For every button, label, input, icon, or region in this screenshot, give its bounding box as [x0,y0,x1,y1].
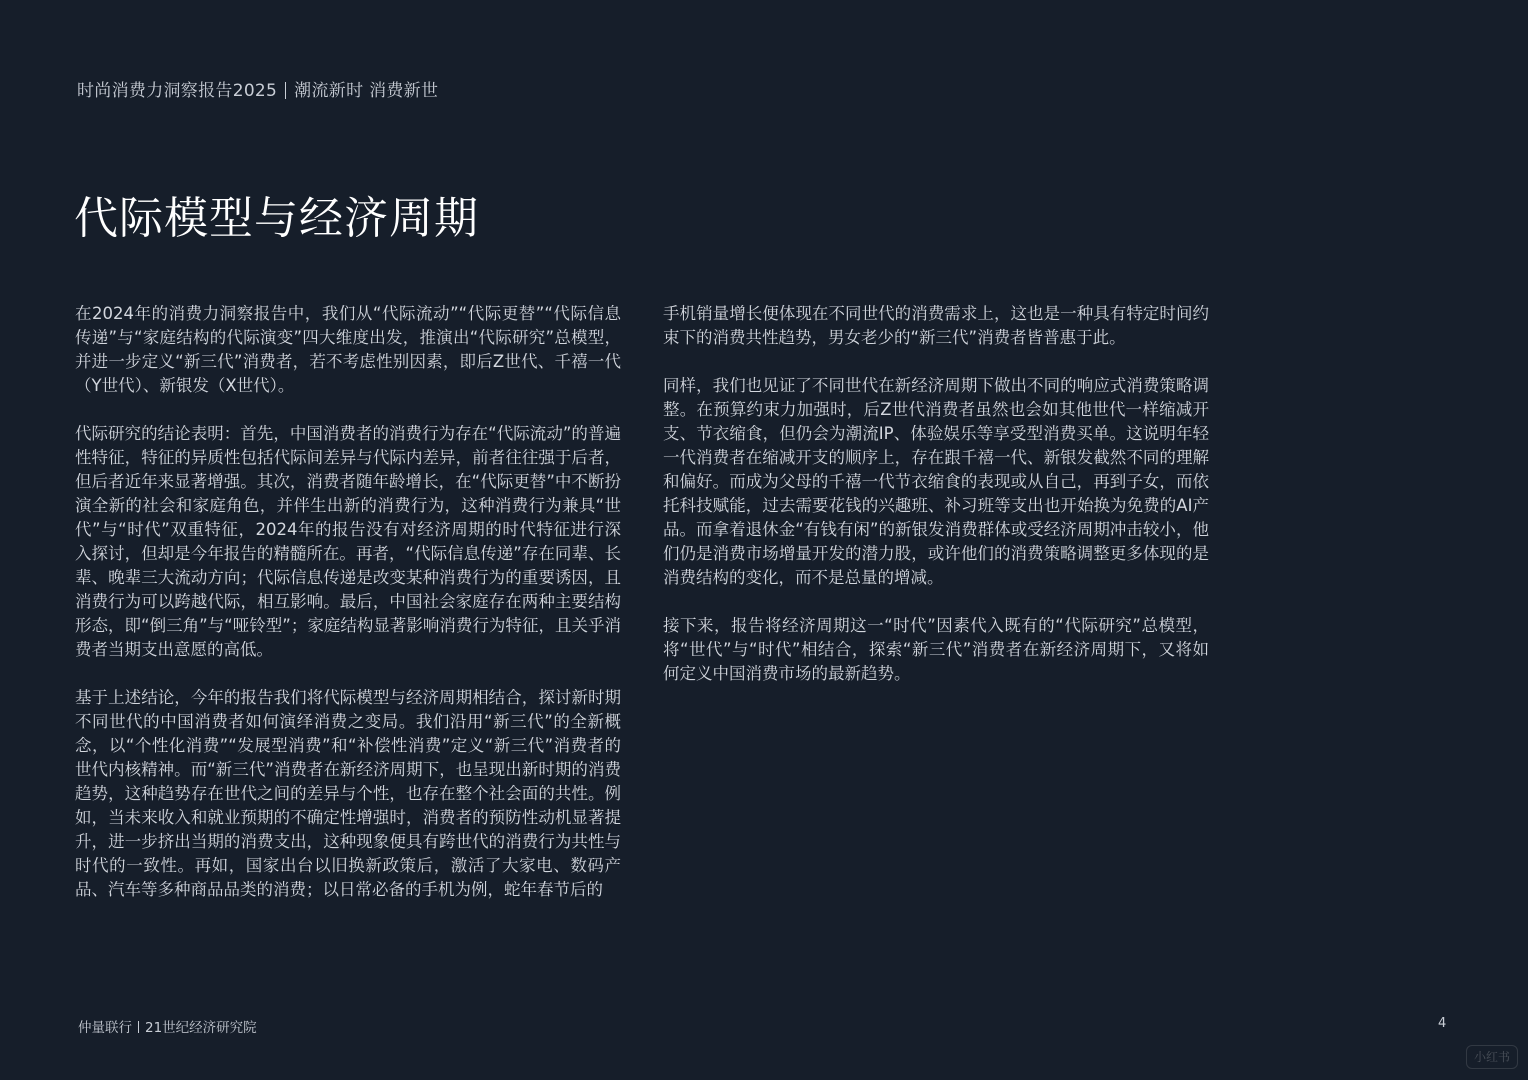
report-subtitle: 潮流新时 消费新世 [294,81,439,101]
right-text-column [663,302,1209,710]
paragraph: 在2024年的消费力洞察报告中，我们从“代际流动”“代际更替”“代际信息传递”与“家庭结构的代际演变”四大维度出发，推演出“代际研究”总模型，并进一步定义“新三代”消费者，若不考虑性别因素，即后Z世代、千禧一代（Y世代）、新银发（X世代）。 [75,304,621,395]
footer-org-1: 仲量联行 [78,1020,132,1036]
report-header [77,76,438,101]
footer-org-2: 21世纪经济研究院 [145,1020,257,1036]
paragraph: 手机销量增长便体现在不同世代的消费需求上，这也是一种具有特定时间约束下的消费共性趋势，男女老少的“新三代”消费者皆普惠于此。 [663,304,1209,347]
paragraph: 同样，我们也见证了不同世代在新经济周期下做出不同的响应式消费策略调整。在预算约束力加强时，后Z世代消费者虽然也会如其他世代一样缩减开支、节衣缩食，但仍会为潮流IP、体验娱乐等享受型消费买单。这说明年轻一代消费者在缩减开支的顺序上，存在跟千禧一代、新银发截然不同的理解和偏好。而成为父母的千禧一代节衣缩食的表现或从自己，再到子女，而依托科技赋能，过去需要花钱的兴趣班、补习班等支出也开始换为免费的AI产品。而拿着退休金“有钱有闲”的新银发消费群体或受经济周期冲击较小，他们仍是消费市场增量开发的潜力股，或许他们的消费策略调整更多体现的是消费结构的变化，而不是总量的增减。 [663,376,1209,587]
paragraph: 基于上述结论，今年的报告我们将代际模型与经济周期相结合，探讨新时期不同世代的中国消费者如何演绎消费之变局。我们沿用“新三代”的全新概念，以“个性化消费”“发展型消费”和“补偿性消费”定义“新三代”消费者的世代内核精神。而“新三代”消费者在新经济周期下，也呈现出新时期的消费趋势，这种趋势存在世代之间的差异与个性，也存在整个社会面的共性。例如，当未来收入和就业预期的不确定性增强时，消费者的预防性动机显著提升，进一步挤出当期的消费支出，这种现象便具有跨世代的消费行为共性与时代的一致性。再如，国家出台以旧换新政策后，激活了大家电、数码产品、汽车等多种商品品类的消费；以日常必备的手机为例，蛇年春节后的 [75,688,621,899]
watermark-logo: 小红书 [1466,1045,1518,1069]
page-number: 4 [1438,1016,1447,1031]
left-text-column [75,302,621,926]
paragraph: 接下来，报告将经济周期这一“时代”因素代入既有的“代际研究”总模型，将“世代”与“时代”相结合，探索“新三代”消费者在新经济周期下，又将如何定义中国消费市场的最新趋势。 [663,616,1209,683]
header-divider [285,82,286,99]
page-title: 代际模型与经济周期 [74,193,479,244]
footer-credits [78,1016,257,1036]
footer-divider [138,1021,139,1033]
paragraph: 代际研究的结论表明：首先，中国消费者的消费行为存在“代际流动”的普遍性特征，特征的异质性包括代际间差异与代际内差异，前者往往强于后者，但后者近年来显著增强。其次，消费者随年龄增长，在“代际更替”中不断扮演全新的社会和家庭角色，并伴生出新的消费行为，这种消费行为兼具“世代”与“时代”双重特征，2024年的报告没有对经济周期的时代特征进行深入探讨，但却是今年报告的精髓所在。再者，“代际信息传递”存在同辈、长辈、晚辈三大流动方向；代际信息传递是改变某种消费行为的重要诱因，且消费行为可以跨越代际，相互影响。最后，中国社会家庭存在两种主要结构形态，即“倒三角”与“哑铃型”；家庭结构显著影响消费行为特征，且关乎消费者当期支出意愿的高低。 [75,424,621,659]
report-title: 时尚消费力洞察报告2025 [77,81,278,101]
